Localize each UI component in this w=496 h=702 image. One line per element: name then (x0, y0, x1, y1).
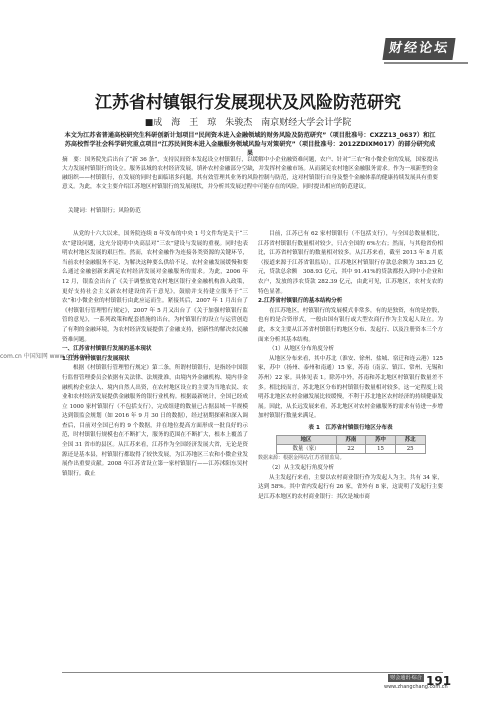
banner-rule (384, 62, 468, 64)
table-title: 表 1 江苏省村镇银行地区分布表 (308, 424, 393, 431)
left-column (62, 230, 248, 479)
subsection-heading: 1.江苏省村镇银行发展现状 (62, 355, 130, 362)
paragraph: 从主发起行来看，主要以农村商业银行作为发起人为主，共有 34 家，达到 58%。其中省内发起行有 26 家，省外有 8 家，这说明了发起行主要是江苏本地区的农村商业银行：其次是城市商 (258, 474, 443, 500)
watermark: com.cn 中国知网 www.cnki.net (0, 353, 90, 360)
authors: ■成 海 王 琼 朱骏杰 南京财经大学会计学院 (144, 118, 352, 128)
footer-url: www.zhangchang.com.cn (384, 684, 448, 690)
paragraph: 在江苏地区，村镇银行的发展模式非常多，有的是独资，有的是控股，也有的是合资形式，一般由国有银行或大型农商行作为主发起人设立。为此，本文主要从江苏省村镇银行的地区分布、发起行、以及注册资本三个方面来分析其基本结构。 (258, 307, 443, 343)
paragraph: 从党的十六大以来，国务院连续 8 年发布的中央 1 号文件均是关于“三农”建设问题，这充分说明中央高层对“三农”建设与发展的重视。同时也表明农村地区发展的艰巨性。然而，农村金融作为连接各类资源的关键环节，当前农村金融服务不足、为解决这种要么供给不足、农村金融发展缓慢和要么通过金融创新来满足农村经济发展对金融服务的需求。为此，2006 年 12 月，银监会出台了《关于调整放宽农村地区银行业金融机构准入政策，更好支持社会主义新农村建设的若干意见》，鼓励并支持建立服务于“三农”和小微企业的村镇银行由此应运而生。紧接其后，2007 年 1 月出台了《村镇银行管理暂行规定》，2007 年 5 月又出台了《关于加强村镇银行监管的意见》，一系列政策和配套措施的出台，为村镇银行的设立与运营创造了有利的金融环境，为农村经济发展提供了金融支持，创新性的解决农民融资难问题。 (62, 231, 248, 343)
funding-note: 本文为江苏省普通高校研究生科研创新计划项目“民间资本进入金融领域的财务风险及防范研究”（项目批准号：CXZZ13_0637）和江苏高校哲学社会科学研究重点项目“江苏民间资本进入金融服务领域风险与对策研究”（项目批准号：2012ZDIXM017）的部分研究成果 (64, 132, 436, 157)
section-heading: 一、江苏省村镇银行发展的基本现状 (62, 346, 152, 353)
abstract: 摘 要：国务院先后出台了“新 36 条”，支持民间资本发起设立村镇银行，以缓解中小企业融资难问题，农户、针对“三农”和小微企业的发展，国家提出大力发展村镇银行的设立。服务县域的农村经济发展，填补农村金融部分空缺，并发挥村金融市场。从而满足农村地区金融服务需求。作为一项新型的金融组织——村镇银行，在发展的同时也面临诸多问题，其有效管理其业务的风险控制与防范，这对村镇银行自身及整个金融体系的健康持续发展具有重要意义。为此，本文主要介绍江苏地区村镇银行的发展现状，并分析其发展过程中可能存在的风险，同时提出相应的防范建议。 (62, 157, 438, 190)
table-header: 地区 (276, 436, 336, 445)
paragraph: 目前，江苏已有 62 家村镇银行（不包括支行），与全国总数量相比，江苏省村镇银行数量相对较少，只占全国的 6%左右；然而，与其他省份相比，江苏省村镇银行的数量相对较多。从江苏来看，截至 2013 年 8 月底（报道来源于江苏省银监局），江苏地区村镇银行存款总余额为 383.25 亿元，贷款总余额 308.93 亿元，其中 91.41%的贷款都投入到中小企业和农户，发放的涉农贷款 282.39 亿元，由此可见，江苏地区，农村支农的特色显著。 (258, 231, 443, 295)
paragraph: 根据《村镇银行管理暂行规定》第二条，所谓村镇银行，是指经中国银行监督管理委员会依据有关法律、法规批准，由境内外金融机构、境内非金融机构企业法人、境内自然人出资，在农村地区设立的主要为当地农民、农业和农村经济发展提供金融服务的银行业机构。根据最新统计，全国已经成立 1000 家村镇银行（不包括支行），完成组建的数量已占据县域一半规模达到银监会规划（如 2016 年 9 月 30 日的数据），经过初期探索和深入调查后，目前对全国已有的 9 个数据，并在地位提高方面形成一批良好的示范，时村镇银行规模也在不断扩大，服务的范围在不断扩大，根本上覆盖了全国 31 省市的县区。从江苏来看，江苏作为全国经济发展大省，无论是资源还是基本县，村镇银行都取得了较快发展，为江苏地区三农和小微企业发展作出重要贡献。2008 年江苏省设立第一家村镇银行——江苏沭阳东吴村镇银行。截止 (62, 365, 248, 477)
keywords: 关键词：村镇银行；风险防范 (68, 208, 141, 214)
table-header: 苏南 (336, 436, 366, 445)
table-cell: 15 (366, 445, 396, 454)
footer-magazine: 财会通讯·综合 (388, 674, 424, 682)
table-cell: 25 (395, 445, 425, 454)
table-note: 数据来源：根据金网站/江苏省银监局。 (258, 455, 345, 462)
subsubsection-heading: （1）从地区分布角度分析 (269, 346, 335, 353)
subsubsection-heading: （2）从主发起行角度分析 (269, 465, 335, 472)
right-column (258, 230, 443, 502)
table-header: 苏北 (395, 436, 425, 445)
subsection-heading: 2.江苏省村镇银行的基本结构分析 (258, 298, 343, 305)
table-header: 苏中 (366, 436, 396, 445)
page-number: 191 (426, 674, 452, 688)
table-cell: 22 (336, 445, 366, 454)
article-title: 江苏省村镇银行发展现状及风险防范研究 (95, 93, 401, 113)
section-banner: 财经论坛 (382, 38, 455, 60)
footer-rule (62, 672, 443, 673)
table-row (276, 445, 425, 454)
region-table (276, 435, 426, 454)
table-cell: 数量（家） (276, 445, 336, 454)
paragraph: 从地区分布来看，其中苏北（淮安、徐州、盐城、宿迁和连云港）125 家，苏中（扬州、泰州和南通）15 家，苏南（南京、镇江、常州、无锡和苏州）22 家。具体见表 1。除苏中外，苏南和苏北地区村镇银行数量差不多。相比较而言，苏北地区分布的村镇银行数量相对较多，这一定程度上说明苏北地区农村金融发展比较缓慢，不利于苏北地区农村经济的持续健康发展。因此，从长远发展来看，苏北地区对农村金融服务的需求有待进一步增加村镇银行数量来满足。 (258, 355, 443, 420)
